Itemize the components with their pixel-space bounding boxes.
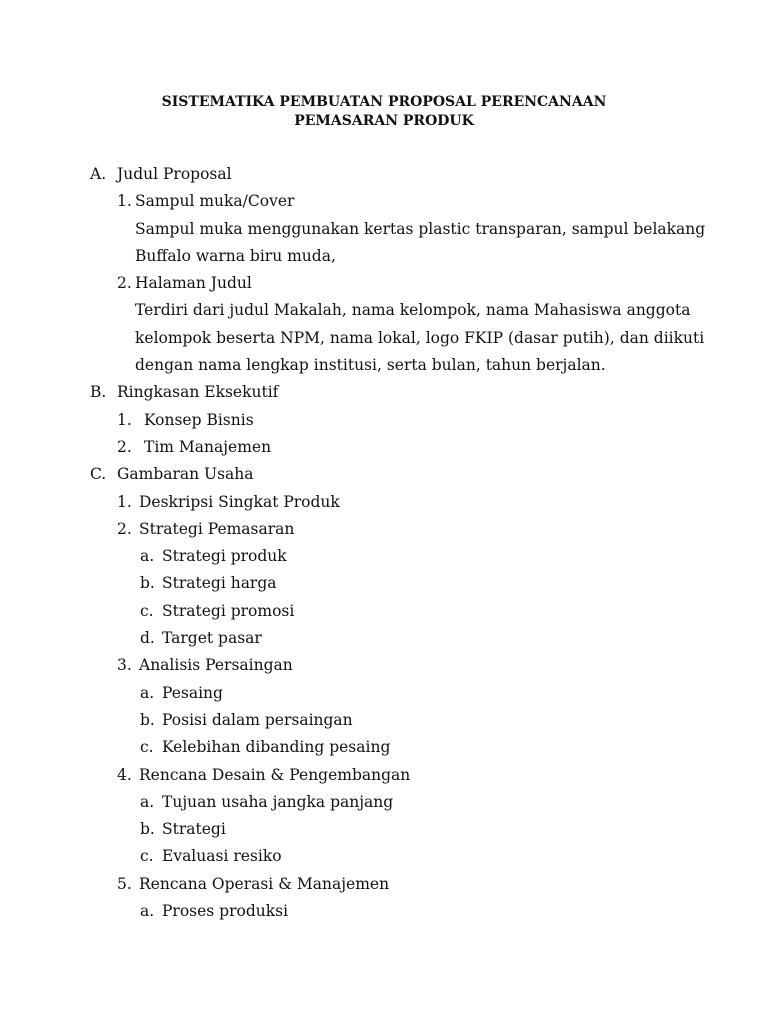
list-item — [0, 516, 768, 543]
item-label: Sampul muka/Cover — [135, 192, 295, 211]
sub-item-marker: a. — [140, 683, 155, 702]
item-label: Rencana Desain & Pengembangan — [139, 765, 411, 784]
sub-item-marker: b. — [140, 574, 155, 593]
item-marker: 1. — [117, 492, 132, 511]
sub-list-item — [0, 625, 768, 652]
section-a — [0, 161, 768, 188]
sub-item-label: Proses produksi — [162, 902, 289, 921]
title-line-1: SISTEMATIKA PEMBUATAN PROPOSAL PERENCANAAN — [161, 94, 607, 110]
item-label: Rencana Operasi & Manajemen — [139, 874, 390, 893]
sub-item-label: Strategi produk — [162, 547, 287, 566]
paragraph-line: kelompok beserta NPM, nama lokal, logo FKIP (dasar putih), dan diikuti — [135, 328, 705, 347]
sub-item-label: Strategi — [162, 820, 226, 839]
list-item — [0, 762, 768, 789]
item-marker: 3. — [117, 656, 132, 675]
item-label: Strategi Pemasaran — [139, 519, 295, 538]
sub-item-marker: a. — [140, 547, 155, 566]
sub-item-label: Kelebihan dibanding pesaing — [162, 738, 391, 757]
item-label: Analisis Persaingan — [139, 656, 293, 675]
sub-list-item — [0, 570, 768, 597]
item-marker: 2. — [117, 274, 132, 293]
item-label: Konsep Bisnis — [144, 410, 254, 429]
item-marker: 4. — [117, 765, 132, 784]
sub-list-item — [0, 789, 768, 816]
sub-list-item — [0, 680, 768, 707]
paragraph-line: Sampul muka menggunakan kertas plastic transparan, sampul belakang — [135, 219, 706, 238]
item-marker: 1. — [117, 410, 132, 429]
sub-list-item — [0, 598, 768, 625]
sub-list-item — [0, 816, 768, 843]
sub-item-marker: a. — [140, 902, 155, 921]
item-label: Deskripsi Singkat Produk — [139, 492, 340, 511]
sub-item-label: Strategi promosi — [162, 601, 295, 620]
sub-item-label: Tujuan usaha jangka panjang — [162, 792, 394, 811]
title-line-2: PEMASARAN PRODUK — [294, 113, 474, 129]
sub-list-item — [0, 843, 768, 870]
item-label: Tim Manajemen — [144, 437, 272, 456]
list-item — [0, 871, 768, 898]
sub-item-marker: c. — [140, 738, 154, 757]
item-marker: 5. — [117, 874, 132, 893]
list-item — [0, 489, 768, 516]
item-marker: 2. — [117, 437, 132, 456]
paragraph-halaman-judul — [0, 297, 768, 379]
section-c — [0, 461, 768, 488]
paragraph-line: dengan nama lengkap institusi, serta bulan, tahun berjalan. — [135, 356, 606, 375]
section-b — [0, 379, 768, 406]
item-marker: 1. — [117, 192, 132, 211]
sub-item-marker: b. — [140, 820, 155, 839]
section-label: Gambaran Usaha — [117, 465, 254, 484]
sub-list-item — [0, 734, 768, 761]
sub-list-item — [0, 898, 768, 925]
item-sampul-muka — [0, 188, 768, 215]
document-title — [0, 93, 768, 131]
section-label: Judul Proposal — [117, 165, 232, 183]
section-label: Ringkasan Eksekutif — [117, 383, 279, 402]
section-marker: A. — [90, 165, 107, 183]
sub-item-marker: c. — [140, 601, 154, 620]
outline — [0, 161, 768, 925]
sub-list-item — [0, 543, 768, 570]
sub-item-marker: a. — [140, 792, 155, 811]
item-label: Halaman Judul — [135, 274, 252, 293]
sub-item-label: Strategi harga — [162, 574, 277, 593]
paragraph-sampul-muka — [0, 216, 768, 271]
item-marker: 2. — [117, 519, 132, 538]
list-item — [0, 652, 768, 679]
sub-item-label: Posisi dalam persaingan — [162, 710, 353, 729]
paragraph-line: Buffalo warna biru muda, — [135, 246, 336, 265]
section-c-list — [0, 489, 768, 926]
sub-list-item — [0, 707, 768, 734]
sub-item-marker: c. — [140, 847, 154, 866]
sub-item-marker: d. — [140, 629, 155, 648]
sub-item-marker: b. — [140, 710, 155, 729]
sub-item-label: Pesaing — [162, 683, 223, 702]
sub-item-label: Target pasar — [162, 629, 262, 648]
list-item — [0, 434, 768, 461]
section-marker: B. — [90, 383, 107, 402]
item-halaman-judul — [0, 270, 768, 297]
sub-item-label: Evaluasi resiko — [162, 847, 282, 866]
paragraph-line: Terdiri dari judul Makalah, nama kelompok, nama Mahasiswa anggota — [135, 301, 691, 320]
list-item — [0, 407, 768, 434]
section-marker: C. — [90, 465, 107, 484]
